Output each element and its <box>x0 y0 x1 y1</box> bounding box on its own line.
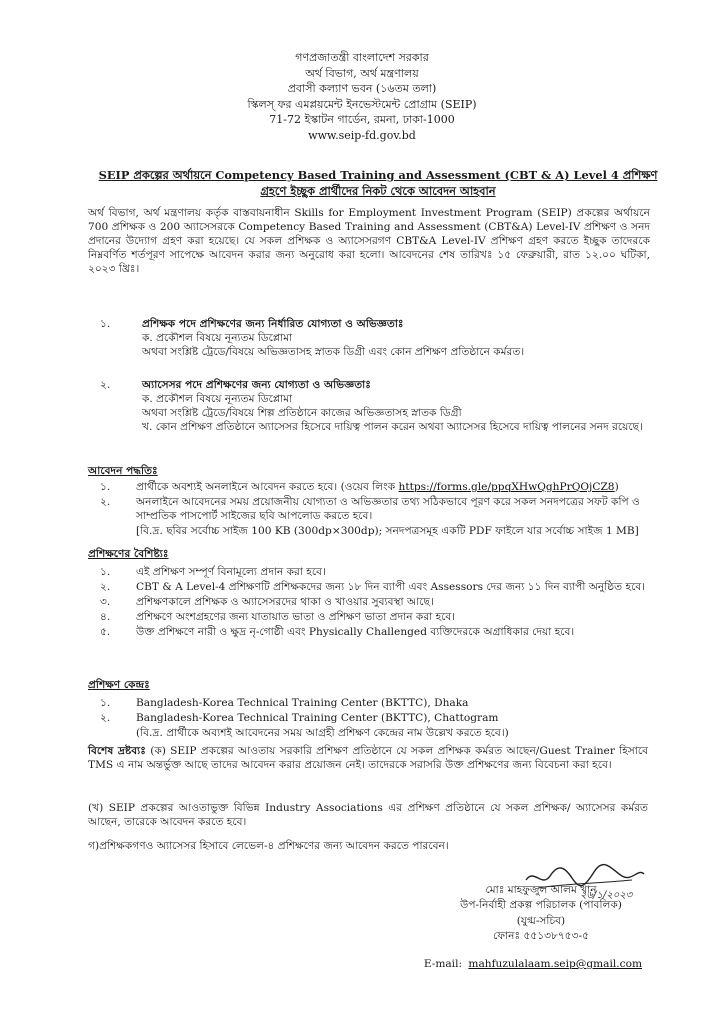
center-selection-note: (বি.দ্র. প্রার্থীকে অব্যশই আবেদনের সময় আগ্রহী প্রশিক্ষণ কেন্দ্রের নাম উল্লেখ করতে হবে।) <box>136 726 509 739</box>
list-item <box>100 712 650 726</box>
list-item <box>100 581 650 595</box>
title-line-2: গ্রহণে ইচ্ছুক প্রার্থীদের নিকট থেকে আবেদন আহবান <box>260 183 496 198</box>
email-label: E-mail: <box>423 958 463 970</box>
signatory-email-line <box>424 958 642 972</box>
item-text: উক্ত প্রশিক্ষণে নারী ও ক্ষুদ্র নৃ-গোষ্ঠী এবং Physically Challenged ব্যক্তিদেরকে অগ্রাধিকার দেয়া হবে। <box>136 625 575 638</box>
signatory-phone: ফোনঃ ৫৫১৩৮৭৫৩-৫ <box>493 930 589 943</box>
list-item <box>100 481 650 495</box>
item-number: ৪. <box>100 610 111 623</box>
item-number: ২. <box>100 711 111 724</box>
item-number: ৩. <box>100 595 111 608</box>
training-features-heading: প্রশিক্ষণের বৈশিষ্ট্যঃ <box>88 548 169 560</box>
item-number: ২. <box>100 580 111 593</box>
section-title: অ্যাসেসর পদে প্রশিক্ষণের জন্য যোগ্যতা ও অভিজ্ঞতাঃ <box>142 379 371 391</box>
item-number: ১. <box>100 481 111 493</box>
intro-paragraph: অর্থ বিভাগ, অর্থ মন্ত্রণালয় কর্তৃক বাস্তবায়নাধীন Skills for Employment Investment Program (SEIP) প্রকল্পের অর্থায়নে 700 প্রশিক্ষক ও 200 অ্যাসেসরকে Competency Based Training and Assessment (CBT&A) Level-IV প্রশিক্ষণ ও সনদ প্রদানের উদ্যোগ গ্রহণ করা হয়েছে। যে সকল প্রশিক্ষক ও অ্যাসেসরগণ CBT&A Level-IV প্রশিক্ষণ গ্রহণ করতে ইচ্ছুক তাদেরকে নিম্নবর্ণিত শর্তপূরণ সাপেক্ষে আবেদন করার জন্য অনুরোধ করা হলো। আবেদনের শেষ তারিখঃ ১৫ ফেব্রুয়ারী, রাত ১২.০০ ঘটিকা, ২০২৩ খ্রিঃ। <box>88 207 650 275</box>
item-text: প্রার্থীকে অবশ্যই অনলাইনে আবেদন করতে হবে। (ওয়েব লিংক <box>136 481 399 493</box>
item-text: CBT & A Level-4 প্রশিক্ষণটি প্রশিক্ষকদের জন্য ১৮ দিন ব্যাপী এবং Assessors দের জন্য ১১ দিন ব্যাপী অনুষ্ঠিত হবে। <box>136 580 646 593</box>
list-item <box>100 496 650 524</box>
item-number: ২. <box>100 495 111 508</box>
upload-size-note: [বি.দ্র. ছবির সর্বোচ্চ সাইজ 100 KB (300dp×300dp); সনদপত্রসমূহ একটি PDF ফাইলে যার সর্বোচ্চ সাইজ 1 MB] <box>136 524 639 537</box>
training-features-list <box>100 566 650 641</box>
program-name: স্কিলস্ ফর এমপ্লয়মেন্ট ইনভেস্টমেন্ট প্রোগ্রাম (SEIP) <box>247 97 477 111</box>
item-number: ১. <box>100 566 111 578</box>
signatory-name: মোঃ মাহফুজুল আলম খান <box>485 884 597 896</box>
requirement-b: অথবা সংশ্লিষ্ট ট্রেডে/বিষয়ে শিল্প প্রতিষ্ঠানে কাজের অভিজ্ঞতাসহ স্নাতক ডিগ্রী <box>142 406 462 419</box>
letterhead <box>0 50 724 144</box>
application-method-heading: আবেদন পদ্ধতিঃ <box>88 465 158 477</box>
special-note-a-text: (ক) SEIP প্রকল্পের আওতায় সরকারি প্রশিক্ষণ প্রতিষ্ঠানে যে সকল প্রশিক্ষক কর্মরত আছেন/Guest Trainer হিসাবে TMS এ নাম অন্তর্ভুক্ত আছে তাদের আবেদন করার প্রয়োজন নেই। তাদেরকে সরাসরি উক্ত প্রশিক্ষণের জন্য বিবেচনা করা হবে। <box>88 745 648 771</box>
section-number: ১. <box>100 318 111 330</box>
list-item <box>100 611 650 625</box>
training-centers-list <box>100 697 650 742</box>
list-item <box>100 566 650 580</box>
website-link[interactable]: www.seip-fd.gov.bd <box>308 129 416 143</box>
title-line-1: SEIP প্রকল্পের অর্থায়নে Competency Based Training and Assessment (CBT & A) Level 4 প্রশিক্ষণ <box>98 168 658 182</box>
requirement-c: খ. কোন প্রশিক্ষণ প্রতিষ্ঠানে অ্যাসেসর হিসেবে দায়িত্ব পালন করেন অথবা অ্যাসেসর হিসেবে দায়িত্ব পালনের সনদ রয়েছে। <box>142 420 643 433</box>
notice-title <box>88 168 668 200</box>
requirement-b: অথবা সংশ্লিষ্ট ট্রেডে/বিষয়ে অভিজ্ঞতাসহ স্নাতক ডিগ্রী এবং কোন প্রশিক্ষণ প্রতিষ্ঠানে কর্মরত। <box>142 345 525 358</box>
signatory-block <box>440 883 642 944</box>
item-text: অনলাইনে আবেদনের সময় প্রয়োজনীয় যোগ্যতা ও অভিজ্ঞতার তথ্য সঠিকভাবে পূরণ করে সকল সনদপত্রের সফট কপি ও সাম্প্রতিক পাসপোর্ট সাইজের ছবি আপলোড করতে হবে। <box>136 495 640 522</box>
list-note <box>100 727 650 741</box>
special-note-b: (খ) SEIP প্রকল্পের আওতাভুক্ত বিভিন্ন Industry Associations এর প্রশিক্ষণ প্রতিষ্ঠানে যে সকল প্রশিক্ষক/ অ্যাসেসর কর্মরত আছেন, তারেকে আবেদন করতে হবে। <box>88 802 648 828</box>
list-item <box>100 697 650 711</box>
item-tail: ) <box>614 481 619 493</box>
address: 71-72 ইস্কাটন গার্ডেন, রমনা, ঢাকা-1000 <box>269 113 455 127</box>
government-name: গণপ্রজাতন্ত্রী বাংলাদেশ সরকার <box>295 51 429 64</box>
building-name: প্রবাসী কল্যাণ ভবন (১৬তম তলা) <box>287 82 437 96</box>
list-item <box>100 596 650 610</box>
item-number: ৫. <box>100 625 111 638</box>
item-text: প্রশিক্ষণে অংশগ্রহণের জন্য যাতায়াত ভাতা ও প্রশিক্ষণ ভাতা প্রদান করা হবে। <box>136 610 456 623</box>
item-text: প্রশিক্ষণকালে প্রশিক্ষক ও অ্যাসেসরদের থাকা ও খাওয়ার সুব্যবস্থা আছে। <box>136 595 434 608</box>
item-text: Bangladesh-Korea Technical Training Center (BKTTC), Dhaka <box>136 697 469 709</box>
item-text: এই প্রশিক্ষণ সম্পূর্ণ বিনামূল্যে প্রদান করা হবে। <box>136 566 326 578</box>
signature-date: ২৬/১/২০২৩ <box>580 890 633 901</box>
item-text: Bangladesh-Korea Technical Training Center (BKTTC), Chattogram <box>136 711 499 724</box>
signatory-designation: উপ-নির্বাহী প্রকল্প পরিচালক (পাবলিক) <box>460 899 622 912</box>
list-note <box>100 525 650 539</box>
application-form-link[interactable]: https://forms.gle/ppqXHwQghPrQOjCZ8 <box>398 481 615 493</box>
application-method-list <box>100 481 650 540</box>
requirement-a: ক. প্রকৌশল বিষয়ে নূন্যতম ডিপ্লোমা <box>142 392 293 405</box>
email-link[interactable]: mahfuzulalaam.seip@gmail.com <box>468 958 642 970</box>
list-item <box>100 626 650 640</box>
trainer-eligibility-section <box>100 318 650 360</box>
item-number: ১. <box>100 697 111 709</box>
signatory-rank: (যুগ্ম-সচিব) <box>516 914 566 927</box>
training-centers-heading: প্রশিক্ষণ কেন্দ্রঃ <box>88 679 150 691</box>
special-note-label: বিশেষ দ্রষ্টব্যঃ <box>88 745 146 757</box>
special-note-c: গ)প্রশিক্ষকগণও অ্যাসেসর হিসাবে লেভেল-৪ প্রশিক্ষণের জন্য আবেদন করতে পারবেন। <box>88 840 449 852</box>
requirement-a: ক. প্রকৌশল বিষয়ে নূন্যতম ডিপ্লোমা <box>142 331 293 344</box>
division-name: অর্থ বিভাগ, অর্থ মন্ত্রণালয় <box>305 66 419 80</box>
section-title: প্রশিক্ষক পদে প্রশিক্ষণের জন্য নির্ধারিত যোগ্যতা ও অভিজ্ঞতাঃ <box>142 318 404 330</box>
section-number: ২. <box>100 379 111 391</box>
special-note-a <box>88 745 648 773</box>
assessor-eligibility-section <box>100 379 650 435</box>
